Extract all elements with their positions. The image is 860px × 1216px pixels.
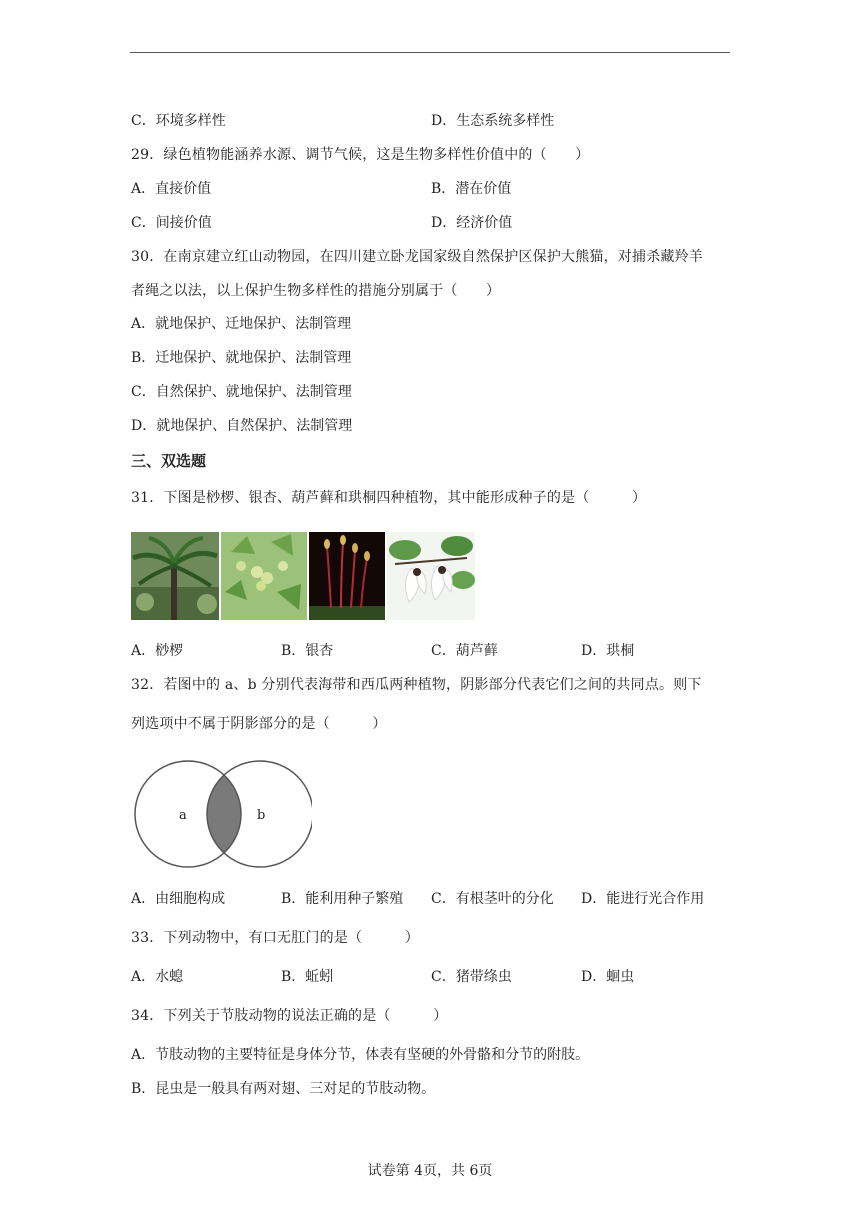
section-heading: 三、双选题 bbox=[131, 452, 207, 470]
q31-option-c: C．葫芦藓 bbox=[431, 643, 498, 659]
q29-option-b: B．潜在价值 bbox=[431, 181, 512, 197]
q32-option-d: D．能进行光合作用 bbox=[581, 891, 705, 907]
q30-option-d: D．就地保护、自然保护、法制管理 bbox=[131, 418, 353, 434]
tree-fern-image bbox=[131, 532, 219, 620]
q34-stem: 34．下列关于节肢动物的说法正确的是（ ） bbox=[131, 1008, 448, 1024]
q32-stem-line1: 32．若图中的 a、b 分别代表海带和西瓜两种植物，阴影部分代表它们之间的共同点。则下 bbox=[131, 677, 702, 693]
q31-option-a: A．桫椤 bbox=[131, 643, 184, 659]
q31-option-d: D．珙桐 bbox=[581, 643, 635, 659]
q30-option-c: C．自然保护、就地保护、法制管理 bbox=[131, 384, 352, 400]
dove-tree-image bbox=[387, 532, 475, 620]
q30-stem-line1: 30．在南京建立红山动物园，在四川建立卧龙国家级自然保护区保护大熊猫，对捕杀藏羚羊 bbox=[131, 249, 704, 265]
header-rule bbox=[130, 52, 730, 53]
venn-label-b: b bbox=[257, 808, 266, 823]
q34-option-a: A．节肢动物的主要特征是身体分节，体表有坚硬的外骨骼和分节的附肢。 bbox=[131, 1047, 590, 1063]
q32-option-a: A．由细胞构成 bbox=[131, 891, 226, 907]
q33-option-a: A．水螅 bbox=[131, 969, 184, 985]
venn-label-a: a bbox=[179, 808, 187, 823]
q29-option-a: A．直接价值 bbox=[131, 181, 212, 197]
q28-option-c: C．环境多样性 bbox=[131, 113, 226, 129]
page-footer: 试卷第 4页，共 6页 bbox=[367, 1163, 493, 1179]
q33-option-b: B．蚯蚓 bbox=[281, 969, 334, 985]
q31-option-b: B．银杏 bbox=[281, 643, 334, 659]
q29-stem: 29．绿色植物能涵养水源、调节气候，这是生物多样性价值中的（ ） bbox=[131, 147, 590, 163]
q32-stem-line2: 列选项中不属于阴影部分的是（ ） bbox=[131, 716, 387, 732]
q32-option-b: B．能利用种子繁殖 bbox=[281, 891, 404, 907]
q30-stem-line2: 者绳之以法，以上保护生物多样性的措施分别属于（ ） bbox=[131, 283, 501, 299]
q33-stem: 33．下列动物中，有口无肛门的是（ ） bbox=[131, 930, 420, 946]
q30-option-b: B．迁地保护、就地保护、法制管理 bbox=[131, 350, 352, 366]
q33-option-c: C．猪带绦虫 bbox=[431, 969, 512, 985]
q34-option-b: B．昆虫是一般具有两对翅、三对足的节肢动物。 bbox=[131, 1081, 436, 1097]
q31-stem: 31．下图是桫椤、银杏、葫芦藓和珙桐四种植物，其中能形成种子的是（ ） bbox=[131, 490, 647, 506]
q30-option-a: A．就地保护、迁地保护、法制管理 bbox=[131, 316, 352, 332]
q28-option-d: D．生态系统多样性 bbox=[431, 113, 555, 129]
q32-option-c: C．有根茎叶的分化 bbox=[431, 891, 554, 907]
q33-option-d: D．蛔虫 bbox=[581, 969, 635, 985]
ginkgo-image bbox=[221, 532, 307, 620]
moss-image bbox=[309, 532, 385, 620]
q29-option-d: D．经济价值 bbox=[431, 215, 513, 231]
venn-diagram bbox=[132, 758, 312, 870]
q29-option-c: C．间接价值 bbox=[131, 215, 212, 231]
